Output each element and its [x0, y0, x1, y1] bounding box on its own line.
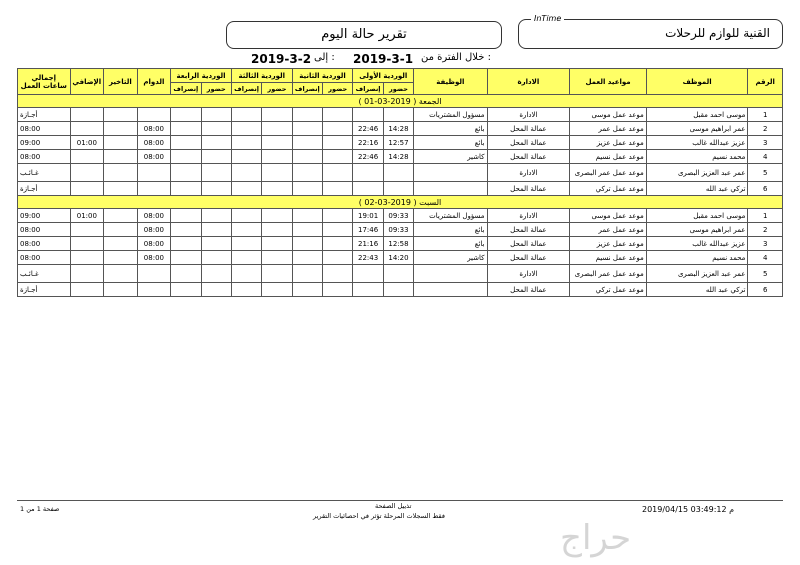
job-cell: مسؤول المشتريات	[414, 108, 487, 122]
s1-out-cell	[353, 265, 383, 283]
report-title-box	[226, 21, 502, 49]
employee-cell: محمد نسيم	[646, 251, 748, 265]
overtime-cell	[70, 265, 104, 283]
s3-out-cell	[231, 108, 261, 122]
job-cell: بائع	[414, 122, 487, 136]
s1-in-cell: 09:33	[383, 223, 413, 237]
s4-out-cell	[171, 150, 201, 164]
delay-cell	[104, 182, 138, 196]
total-cell: غـائـب	[18, 265, 71, 283]
schedule-cell: موعد عمل عمر	[570, 122, 647, 136]
attendance-table	[17, 68, 783, 297]
s2-in-cell	[323, 251, 353, 265]
overtime-cell	[70, 283, 104, 297]
duty-cell: 08:00	[137, 251, 171, 265]
period-label: خلال الفترة من :	[421, 52, 491, 63]
s4-in-cell	[201, 237, 231, 251]
employee-cell: عزيز عبدالله غالب	[646, 237, 748, 251]
s3-in-cell	[262, 164, 292, 182]
footer-note: فقط السجلات المرحلة تؤثر في احصائيات التقرير	[313, 512, 445, 520]
overtime-cell	[70, 182, 104, 196]
num: 1	[748, 209, 783, 223]
s3-in-cell	[262, 136, 292, 150]
s4-out-cell	[171, 223, 201, 237]
department-cell: عمالة المحل	[487, 283, 570, 297]
employee-cell: محمد نسيم	[646, 150, 748, 164]
s2-out-cell	[292, 164, 322, 182]
schedule-cell: موعد عمل نسيم	[570, 251, 647, 265]
table-row	[18, 237, 783, 251]
s1-out-cell: 22:16	[353, 136, 383, 150]
s1-out-cell: 22:46	[353, 150, 383, 164]
s4-in-cell	[201, 136, 231, 150]
schedule-cell: موعد عمل موسى	[570, 108, 647, 122]
delay-cell	[104, 251, 138, 265]
company-name: القنية للوازم للرحلات	[665, 26, 770, 40]
s2-in-cell	[323, 209, 353, 223]
s4-in-cell	[201, 150, 231, 164]
s4-out-cell	[171, 283, 201, 297]
schedule-cell: موعد عمل تركي	[570, 283, 647, 297]
duty-cell	[137, 265, 171, 283]
col-delay: التاخير	[104, 69, 138, 95]
s2-out-cell	[292, 136, 322, 150]
total-cell: 08:00	[18, 251, 71, 265]
s3-in-cell	[262, 283, 292, 297]
schedule-cell: موعد عمل عمر البصرى	[570, 164, 647, 182]
s2-in-cell	[323, 237, 353, 251]
s4-in-cell	[201, 223, 231, 237]
period-to: 2019-3-2	[251, 52, 312, 66]
job-cell	[414, 265, 487, 283]
col-duty: الدوام	[137, 69, 171, 95]
employee-cell: عمر ابراهيم موسى	[646, 223, 748, 237]
day-name: السبت	[419, 197, 442, 207]
s4-out-cell	[171, 209, 201, 223]
s4-out-cell	[171, 265, 201, 283]
total-cell: أجـازة	[18, 182, 71, 196]
col-schedule: مواعيد العمل	[570, 69, 647, 95]
delay-cell	[104, 122, 138, 136]
s1-out-cell: 22:46	[353, 122, 383, 136]
s2-in-cell	[323, 164, 353, 182]
duty-cell	[137, 164, 171, 182]
delay-cell	[104, 150, 138, 164]
report-title: تقرير حالة اليوم	[321, 27, 407, 42]
s4-in-cell	[201, 209, 231, 223]
num: 4	[748, 150, 783, 164]
footer-date: 2019/04/15 03:49:12 م	[642, 505, 735, 514]
overtime-cell	[70, 237, 104, 251]
s2-out-cell	[292, 283, 322, 297]
s3-in-cell	[262, 251, 292, 265]
s4-out-cell	[171, 108, 201, 122]
day-header-row	[18, 196, 783, 209]
total-cell: 08:00	[18, 122, 71, 136]
day-date: ( 2019-03-01 )	[358, 96, 417, 106]
total-cell: 08:00	[18, 237, 71, 251]
day-date: ( 2019-03-02 )	[358, 197, 417, 207]
schedule-cell: موعد عمل تركي	[570, 182, 647, 196]
s1-out-cell	[353, 283, 383, 297]
total-cell: 08:00	[18, 223, 71, 237]
col-s3-in: حضور	[262, 83, 292, 95]
delay-cell	[104, 136, 138, 150]
s4-out-cell	[171, 237, 201, 251]
department-cell: عمالة المحل	[487, 223, 570, 237]
s4-in-cell	[201, 182, 231, 196]
s4-in-cell	[201, 251, 231, 265]
delay-cell	[104, 209, 138, 223]
s3-in-cell	[262, 182, 292, 196]
s4-out-cell	[171, 164, 201, 182]
delay-cell	[104, 237, 138, 251]
s4-in-cell	[201, 164, 231, 182]
department-cell: الادارة	[487, 265, 570, 283]
total-cell: أجـازة	[18, 283, 71, 297]
col-s4-out: إنصراف	[171, 83, 201, 95]
total-cell: 08:00	[18, 150, 71, 164]
s3-in-cell	[262, 209, 292, 223]
s1-in-cell	[383, 108, 413, 122]
day-header	[18, 95, 783, 108]
col-s4-in: حضور	[201, 83, 231, 95]
s1-in-cell	[383, 182, 413, 196]
col-job: الوظيفة	[414, 69, 487, 95]
col-employee: الموظف	[646, 69, 748, 95]
table-row	[18, 265, 783, 283]
table-row	[18, 108, 783, 122]
department-cell: عمالة المحل	[487, 251, 570, 265]
job-cell: كاشير	[414, 150, 487, 164]
table-row	[18, 122, 783, 136]
s3-in-cell	[262, 237, 292, 251]
num: 6	[748, 182, 783, 196]
s1-out-cell: 17:46	[353, 223, 383, 237]
num: 2	[748, 223, 783, 237]
col-num: الرقم	[748, 69, 783, 95]
s2-in-cell	[323, 223, 353, 237]
s2-in-cell	[323, 283, 353, 297]
s1-in-cell	[383, 164, 413, 182]
total-cell: 09:00	[18, 209, 71, 223]
s1-out-cell: 21:16	[353, 237, 383, 251]
overtime-cell	[70, 108, 104, 122]
department-cell: عمالة المحل	[487, 182, 570, 196]
s2-out-cell	[292, 209, 322, 223]
s1-in-cell: 14:20	[383, 251, 413, 265]
s4-in-cell	[201, 122, 231, 136]
overtime-cell	[70, 223, 104, 237]
num: 1	[748, 108, 783, 122]
schedule-cell: موعد عمل عمر البصرى	[570, 265, 647, 283]
s3-in-cell	[262, 108, 292, 122]
col-overtime: الإضافي	[70, 69, 104, 95]
s2-out-cell	[292, 251, 322, 265]
schedule-cell: موعد عمل موسى	[570, 209, 647, 223]
intime-tag: InTime	[531, 14, 564, 23]
s2-out-cell	[292, 122, 322, 136]
s3-out-cell	[231, 265, 261, 283]
day-header	[18, 196, 783, 209]
department-cell: الادارة	[487, 209, 570, 223]
duty-cell: 08:00	[137, 150, 171, 164]
num: 4	[748, 251, 783, 265]
duty-cell	[137, 108, 171, 122]
s2-out-cell	[292, 265, 322, 283]
job-cell: مسؤول المشتريات	[414, 209, 487, 223]
s3-out-cell	[231, 122, 261, 136]
s3-out-cell	[231, 251, 261, 265]
s2-in-cell	[323, 182, 353, 196]
footer-note-title: تذييل الصفحة	[375, 502, 412, 510]
s2-in-cell	[323, 265, 353, 283]
s4-out-cell	[171, 182, 201, 196]
overtime-cell	[70, 251, 104, 265]
delay-cell	[104, 108, 138, 122]
num: 2	[748, 122, 783, 136]
col-s1-out: إنصراف	[353, 83, 383, 95]
s2-out-cell	[292, 108, 322, 122]
s1-in-cell	[383, 265, 413, 283]
col-shift4: الوردية الرابعة	[171, 69, 232, 83]
s4-in-cell	[201, 265, 231, 283]
delay-cell	[104, 164, 138, 182]
s1-out-cell: 19:01	[353, 209, 383, 223]
table-row	[18, 209, 783, 223]
employee-cell: موسى احمد مقبل	[646, 108, 748, 122]
table-row	[18, 164, 783, 182]
s2-out-cell	[292, 223, 322, 237]
s3-out-cell	[231, 237, 261, 251]
s3-in-cell	[262, 265, 292, 283]
overtime-cell	[70, 122, 104, 136]
job-cell	[414, 182, 487, 196]
employee-cell: عمر عبد العزيز البصرى	[646, 164, 748, 182]
department-cell: الادارة	[487, 108, 570, 122]
col-s3-out: إنصراف	[231, 83, 261, 95]
job-cell: بائع	[414, 237, 487, 251]
overtime-cell: 01:00	[70, 136, 104, 150]
job-cell: كاشير	[414, 251, 487, 265]
s1-out-cell: 22:43	[353, 251, 383, 265]
s4-in-cell	[201, 108, 231, 122]
num: 3	[748, 237, 783, 251]
s2-in-cell	[323, 108, 353, 122]
s1-in-cell: 14:28	[383, 150, 413, 164]
table-row	[18, 150, 783, 164]
s4-out-cell	[171, 122, 201, 136]
duty-cell: 08:00	[137, 237, 171, 251]
employee-cell: عمر ابراهيم موسى	[646, 122, 748, 136]
col-shift2: الوردية الثانية	[292, 69, 353, 83]
overtime-cell	[70, 164, 104, 182]
s3-in-cell	[262, 122, 292, 136]
s3-in-cell	[262, 223, 292, 237]
employee-cell: عزيز عبدالله غالب	[646, 136, 748, 150]
col-s1-in: حضور	[383, 83, 413, 95]
delay-cell	[104, 223, 138, 237]
duty-cell: 08:00	[137, 209, 171, 223]
table-row	[18, 182, 783, 196]
s4-in-cell	[201, 283, 231, 297]
s1-out-cell	[353, 164, 383, 182]
col-total: إجمالي ساعات العمل	[18, 69, 71, 95]
s3-out-cell	[231, 136, 261, 150]
day-name: الجمعة	[418, 96, 442, 106]
watermark: حراج	[560, 518, 632, 558]
s3-out-cell	[231, 150, 261, 164]
job-cell	[414, 283, 487, 297]
footer-page: صفحة 1 من 1	[20, 505, 60, 513]
col-shift3: الوردية الثالثة	[231, 69, 292, 83]
s1-out-cell	[353, 182, 383, 196]
num: 5	[748, 164, 783, 182]
col-s2-in: حضور	[323, 83, 353, 95]
duty-cell	[137, 283, 171, 297]
employee-cell: تركي عبد الله	[646, 182, 748, 196]
num: 3	[748, 136, 783, 150]
employee-cell: موسى احمد مقبل	[646, 209, 748, 223]
day-header-row	[18, 95, 783, 108]
department-cell: عمالة المحل	[487, 136, 570, 150]
duty-cell: 08:00	[137, 122, 171, 136]
duty-cell: 08:00	[137, 136, 171, 150]
s3-out-cell	[231, 182, 261, 196]
period-from: 2019-3-1	[353, 52, 414, 66]
table-row	[18, 283, 783, 297]
table-row	[18, 223, 783, 237]
delay-cell	[104, 265, 138, 283]
schedule-cell: موعد عمل عزيز	[570, 136, 647, 150]
num: 5	[748, 265, 783, 283]
footer-divider	[17, 500, 783, 501]
s3-out-cell	[231, 209, 261, 223]
period-to-label: إلى :	[314, 52, 335, 63]
schedule-cell: موعد عمل عمر	[570, 223, 647, 237]
duty-cell	[137, 182, 171, 196]
total-cell: أجـازة	[18, 108, 71, 122]
company-box	[518, 19, 783, 49]
schedule-cell: موعد عمل نسيم	[570, 150, 647, 164]
job-cell	[414, 164, 487, 182]
num: 6	[748, 283, 783, 297]
department-cell: عمالة المحل	[487, 122, 570, 136]
overtime-cell	[70, 150, 104, 164]
employee-cell: تركي عبد الله	[646, 283, 748, 297]
s3-out-cell	[231, 164, 261, 182]
s2-in-cell	[323, 122, 353, 136]
job-cell: بائع	[414, 136, 487, 150]
overtime-cell: 01:00	[70, 209, 104, 223]
s1-in-cell: 14:28	[383, 122, 413, 136]
col-shift1: الوردية الأولى	[353, 69, 414, 83]
duty-cell: 08:00	[137, 223, 171, 237]
s1-in-cell	[383, 283, 413, 297]
total-cell: غـائـب	[18, 164, 71, 182]
s1-in-cell: 12:58	[383, 237, 413, 251]
s4-out-cell	[171, 136, 201, 150]
employee-cell: عمر عبد العزيز البصرى	[646, 265, 748, 283]
col-s2-out: إنصراف	[292, 83, 322, 95]
s2-out-cell	[292, 182, 322, 196]
delay-cell	[104, 283, 138, 297]
s2-out-cell	[292, 237, 322, 251]
table-body	[18, 95, 783, 297]
s3-out-cell	[231, 223, 261, 237]
department-cell: الادارة	[487, 164, 570, 182]
s1-in-cell: 09:33	[383, 209, 413, 223]
s2-out-cell	[292, 150, 322, 164]
s2-in-cell	[323, 136, 353, 150]
schedule-cell: موعد عمل عزيز	[570, 237, 647, 251]
s2-in-cell	[323, 150, 353, 164]
department-cell: عمالة المحل	[487, 150, 570, 164]
s3-in-cell	[262, 150, 292, 164]
job-cell: بائع	[414, 223, 487, 237]
s3-out-cell	[231, 283, 261, 297]
col-department: الادارة	[487, 69, 570, 95]
table-row	[18, 251, 783, 265]
s1-in-cell: 12:57	[383, 136, 413, 150]
s4-out-cell	[171, 251, 201, 265]
department-cell: عمالة المحل	[487, 237, 570, 251]
table-row	[18, 136, 783, 150]
s1-out-cell	[353, 108, 383, 122]
total-cell: 09:00	[18, 136, 71, 150]
